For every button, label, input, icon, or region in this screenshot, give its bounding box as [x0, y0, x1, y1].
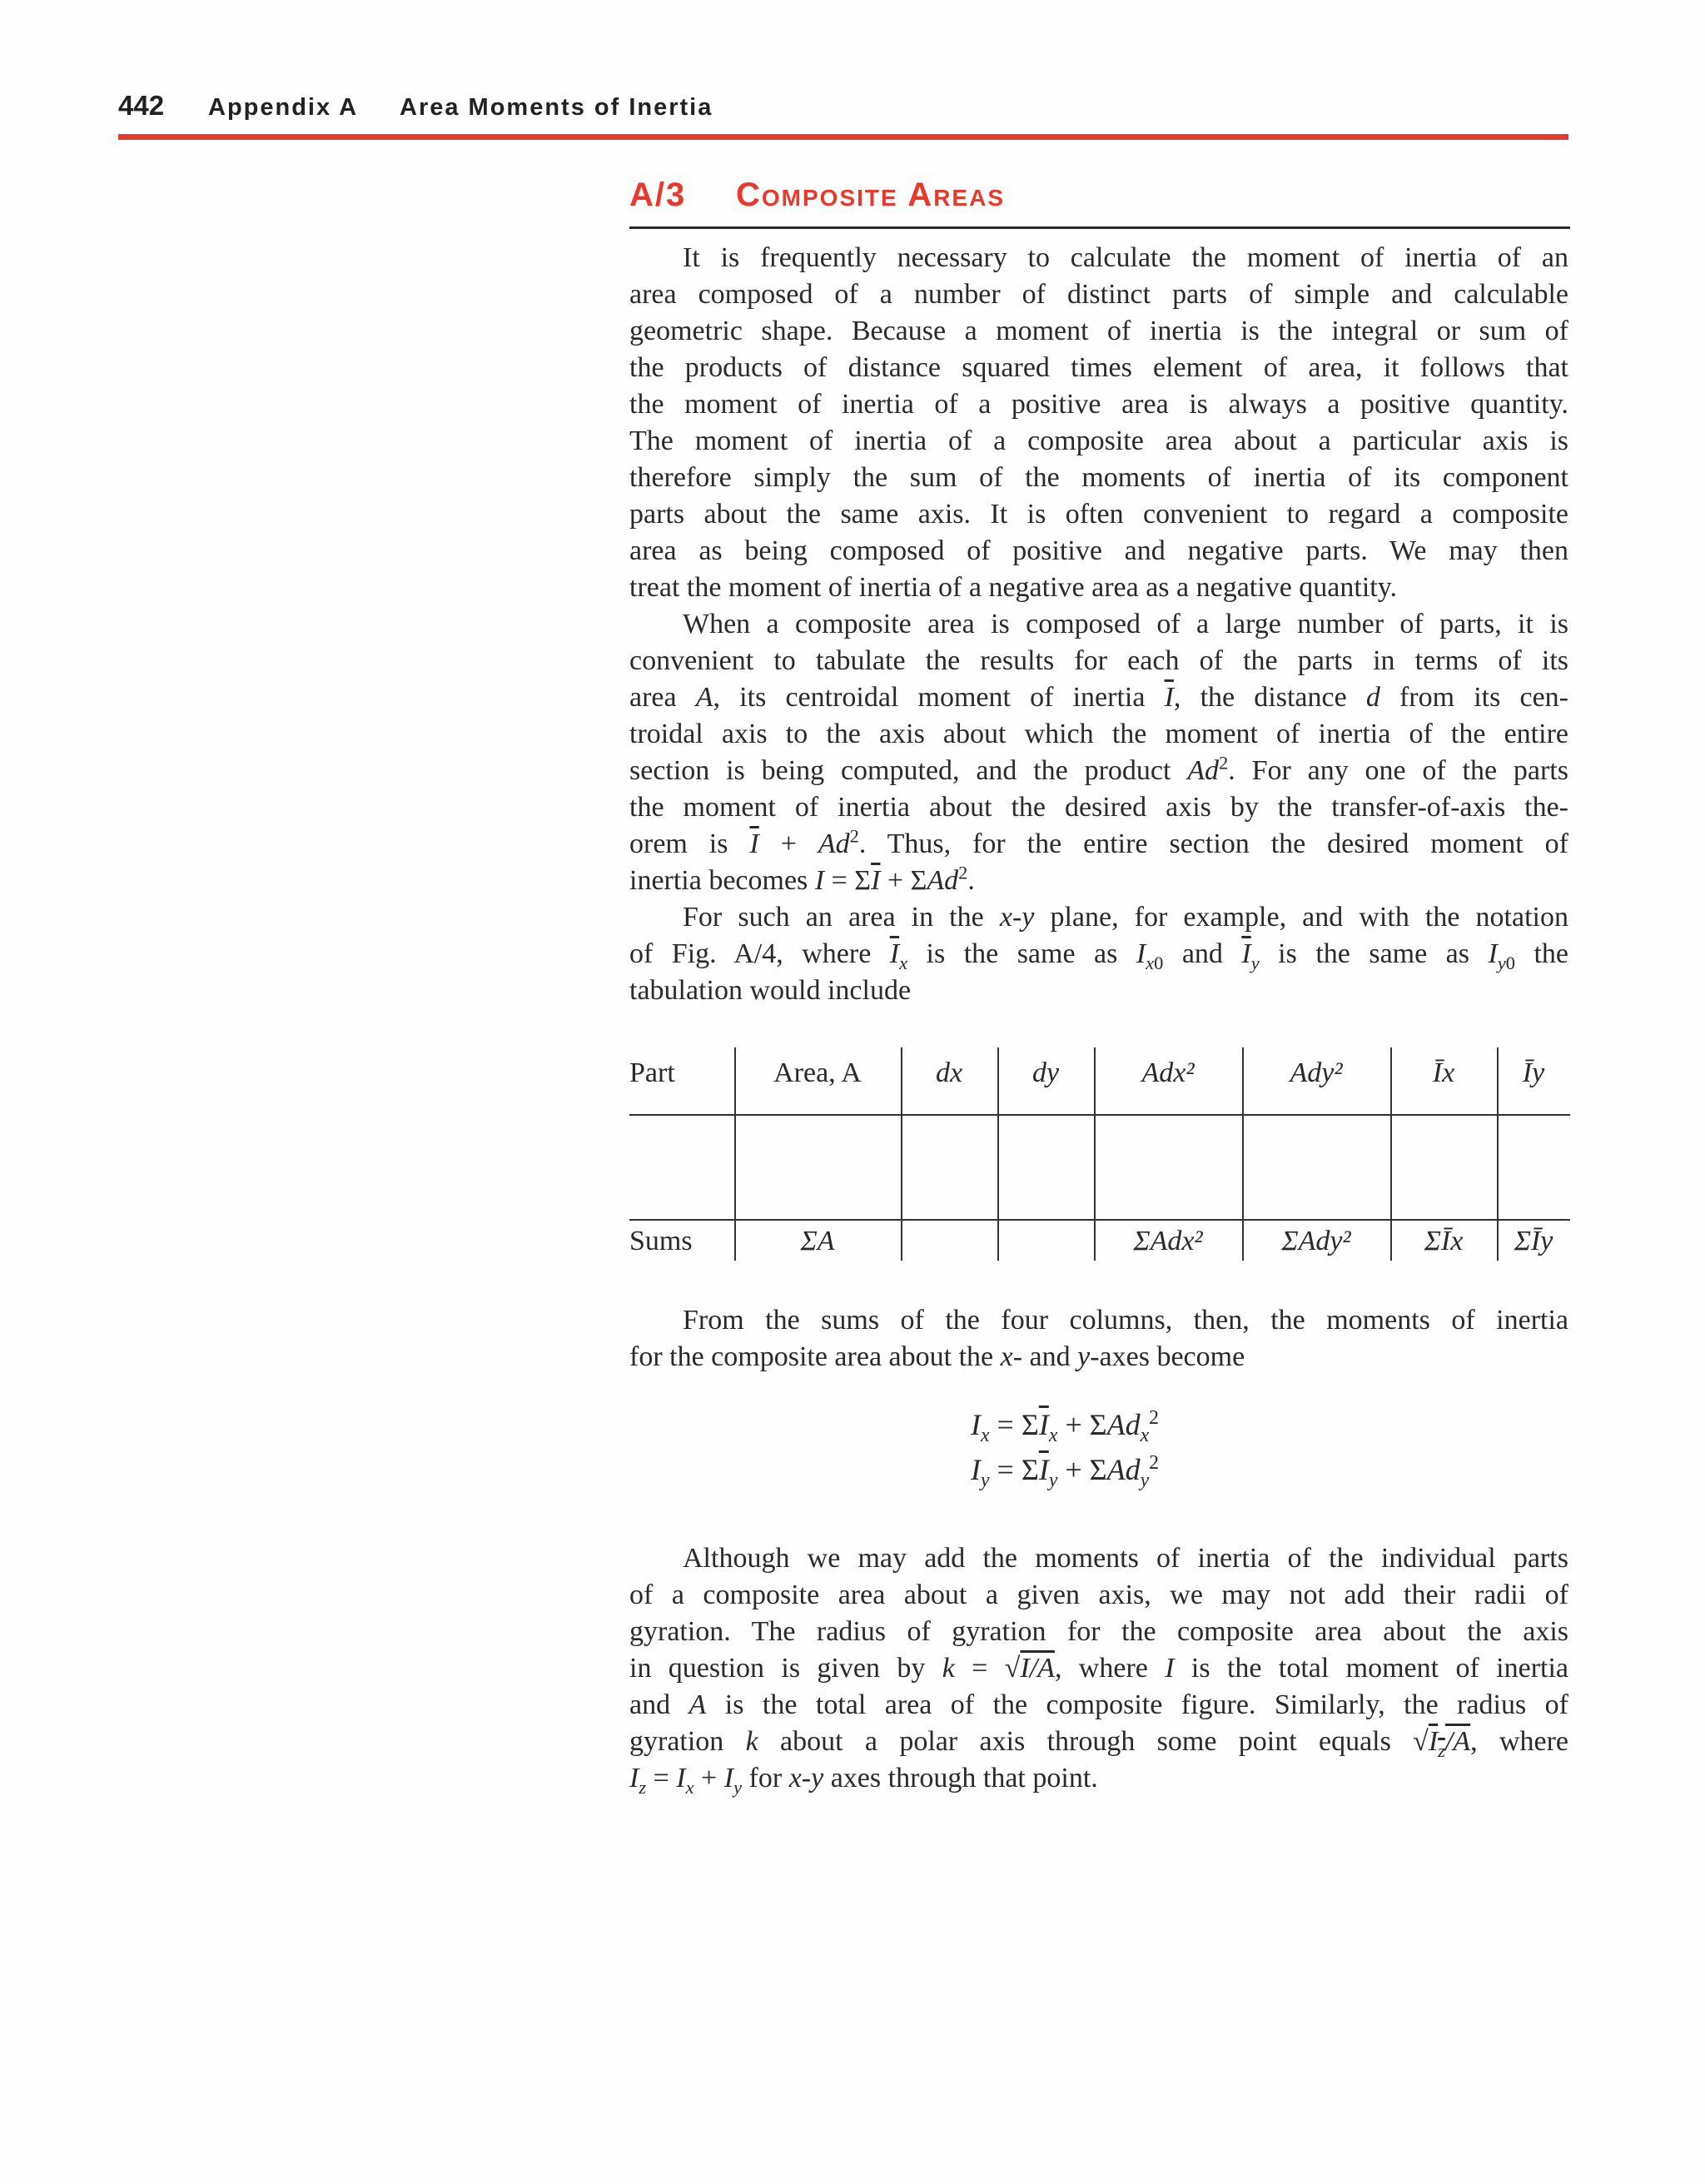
paragraph-4 [629, 1302, 1568, 1376]
text-line: When a composite area is composed of a large number of parts, it is [683, 609, 1568, 639]
text-line: $I_z = I_x + I_y$ for x-y axes through that point. [629, 1763, 1098, 1798]
text-line: of Fig. A/4, where $\overline{I}_x$ is the same as $I_{x0}$ and $\overline{I}_y$ is the same as $I_{y0}$ the [629, 938, 1569, 973]
section-heading [629, 177, 1570, 229]
text-line: troidal axis to the axis about which the moment of inertia of the entire [629, 719, 1568, 749]
appendix-title: Area Moments of Inertia [400, 94, 713, 121]
table-sum-ady2: ΣAdy² [1281, 1226, 1351, 1256]
paragraph-5 [629, 1540, 1568, 1797]
table-header-adx2: Adx² [1141, 1057, 1195, 1088]
page-number: 442 [118, 90, 165, 121]
paragraph-3 [629, 899, 1568, 1009]
text-line: orem is $\overline{I} + Ad^2$. Thus, for the entire section the desired moment of [629, 825, 1568, 859]
tabulation-table [629, 1047, 1570, 1277]
text-line: parts about the same axis. It is often convenient to regard a composite [629, 499, 1568, 530]
section-title: Composite Areas [736, 177, 1005, 213]
text-line: the products of distance squared times element of area, it follows that [629, 352, 1568, 383]
text-line: inertia becomes $I = \Sigma\overline{I} + \Sigma Ad^2$. [629, 862, 975, 896]
text-line: For such an area in the x-y plane, for example, and with the notation [683, 902, 1568, 933]
text-line: the moment of inertia about the desired axis by the transfer-of-axis the- [629, 792, 1568, 823]
table-sum-ix: ΣĪx [1424, 1226, 1464, 1256]
text-line: convenient to tabulate the results for each of the parts in terms of its [629, 645, 1568, 676]
table-sum-area: ΣA [800, 1226, 835, 1256]
paragraph-2 [629, 606, 1568, 899]
text-line: gyration. The radius of gyration for the composite area about the axis [629, 1616, 1568, 1647]
text-line: of a composite area about a given axis, we may not add their radii of [629, 1580, 1568, 1610]
paragraph-1 [629, 240, 1568, 606]
table-sums-label: Sums [629, 1226, 693, 1256]
table-header-part: Part [629, 1057, 675, 1088]
text-line: geometric shape. Because a moment of inertia is the integral or sum of [629, 316, 1568, 346]
table-sum-iy: ΣĪy [1514, 1226, 1553, 1256]
text-line: area A, its centroidal moment of inertia $\overline{I}$, the distance d from its cen- [629, 682, 1568, 713]
text-line: therefore simply the sum of the moments of inertia of its component [629, 462, 1568, 493]
text-line: section is being computed, and the product Ad$^2$. For any one of the parts [629, 752, 1568, 786]
text-line: for the composite area about the x- and y-axes become [629, 1341, 1245, 1372]
running-head [118, 90, 1567, 132]
text-line: It is frequently necessary to calculate the moment of inertia of an [683, 242, 1568, 273]
table-header-area: Area, A [773, 1057, 862, 1088]
text-line: Although we may add the moments of inertia of the individual parts [683, 1543, 1568, 1574]
equation-ix: $I_x = \Sigma\overline{I}_x + \Sigma Ad_x^2$ [971, 1407, 1160, 1447]
moment-equations [971, 1407, 1387, 1507]
text-line: area composed of a number of distinct parts of simple and calculable [629, 279, 1568, 310]
header-rule [118, 134, 1568, 140]
text-line: From the sums of the four columns, then, the moments of inertia [683, 1305, 1568, 1336]
text-line: in question is given by k = √I/A, where I is the total moment of inertia [629, 1653, 1568, 1684]
text-line: The moment of inertia of a composite area about a particular axis is [629, 425, 1568, 456]
table-header-ady2: Ady² [1290, 1057, 1343, 1088]
text-line: area as being composed of positive and negative parts. We may then [629, 535, 1568, 566]
text-line: treat the moment of inertia of a negative area as a negative quantity. [629, 572, 1398, 603]
equation-iy: $I_y = \Sigma\overline{I}_y + \Sigma Ad_y^2$ [971, 1452, 1160, 1492]
text-line: tabulation would include [629, 975, 912, 1006]
text-line: the moment of inertia of a positive area is always a positive quantity. [629, 389, 1568, 420]
section-number: A/3 [629, 177, 687, 213]
text-line: gyration k about a polar axis through some point equals $√I_z/A$, where [629, 1726, 1569, 1761]
appendix-label: Appendix A [208, 94, 359, 121]
table-sum-adx2: ΣAdx² [1133, 1226, 1203, 1256]
text-line: and A is the total area of the composite figure. Similarly, the radius of [629, 1689, 1569, 1720]
table-header-iy: Īy [1522, 1057, 1545, 1088]
table-header-dx: dx [935, 1057, 963, 1088]
table-header-dy: dy [1031, 1057, 1060, 1088]
table-header-ix: Īx [1432, 1057, 1455, 1088]
